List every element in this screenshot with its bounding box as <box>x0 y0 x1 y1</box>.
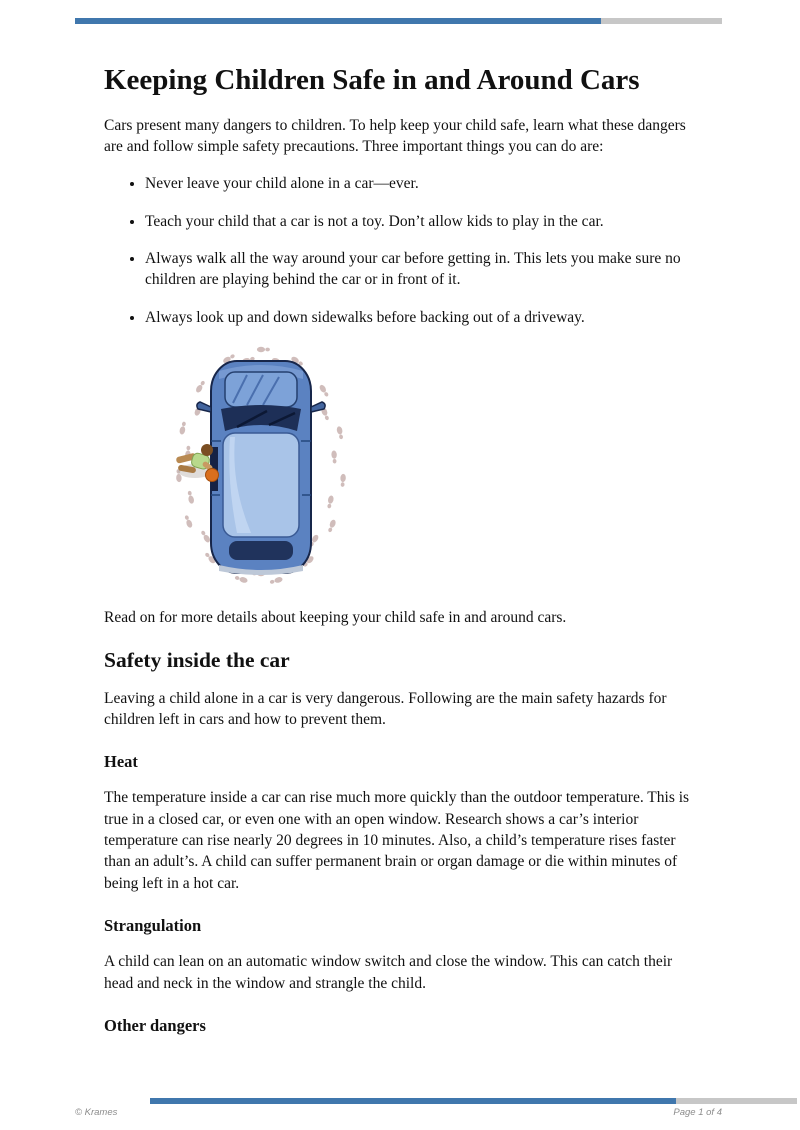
car-top-view <box>197 361 325 575</box>
sub-heading-heat: Heat <box>104 752 138 772</box>
page-footer <box>75 1098 722 1118</box>
read-on-paragraph: Read on for more details about keeping your child safe in and around cars. <box>104 609 567 627</box>
copyright-label: © Krames <box>75 1107 118 1118</box>
sub-body-heat: The temperature inside a car can rise much more quickly than the outdoor temperature. This is true in a closed car, or even one with an open window. Research shows a car’s interior temperature can rise nearly 20 degrees in 10 minutes. Also, a child’s temperature rises faster than an adult’s. A child can suffer permanent brain or organ damage or die within minutes of being left in a hot car. <box>104 789 690 892</box>
section-heading-safety-inside: Safety inside the car <box>104 647 290 672</box>
page-title: Keeping Children Safe in and Around Cars <box>104 64 640 96</box>
car-illustration <box>175 345 347 585</box>
safety-tips-list <box>104 173 696 328</box>
list-item: • Never leave your child alone in a car—ever. <box>145 173 696 194</box>
sub-heading-other-dangers: Other dangers <box>104 1015 206 1035</box>
section-body: Leaving a child alone in a car is very dangerous. Following are the main safety hazards for children left in cars and how to prevent them. <box>104 689 667 728</box>
document-content <box>104 61 696 1036</box>
footer-accent-bar-blue-segment <box>150 1098 676 1104</box>
accent-bar-blue-segment <box>75 18 601 24</box>
intro-paragraph: Cars present many dangers to children. To help keep your child safe, learn what these dangers are and follow simple safety precautions. Three important things you can do are: <box>104 116 686 155</box>
page-number-label: Page 1 of 4 <box>673 1107 722 1118</box>
list-item: • Always look up and down sidewalks before backing out of a driveway. <box>145 307 696 328</box>
list-item: • Always walk all the way around your car before getting in. This lets you make sure no children are playing behind the car or in front of it. <box>145 248 696 291</box>
sub-body-strangulation: A child can lean on an automatic window switch and close the window. This can catch their head and neck in the window and strangle the child. <box>104 953 673 992</box>
list-item: • Teach your child that a car is not a toy. Don’t allow kids to play in the car. <box>145 211 696 232</box>
sub-heading-strangulation: Strangulation <box>104 916 202 936</box>
top-accent-bar <box>0 0 800 24</box>
